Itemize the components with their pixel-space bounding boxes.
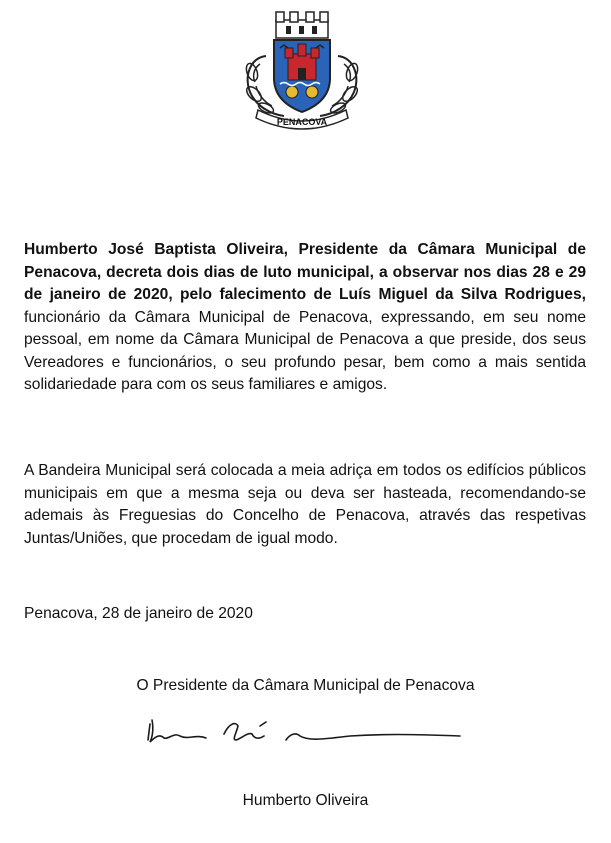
place-date: Penacova, 28 de janeiro de 2020	[24, 605, 253, 622]
crest-ribbon-label: PENACOVA	[276, 117, 328, 127]
decree-paragraph-2: A Bandeira Municipal será colocada a meia adriça em todos os edifícios públicos municipais em que a mesma seja ou deva ser hasteada, recomendando-se ademais às Freguesias do Concelho de Penacova, através das respetivas Juntas/Uniões, que procedam de igual modo.	[24, 462, 586, 547]
coat-of-arms-icon	[236, 6, 368, 132]
signer-name: Humberto Oliveira	[242, 792, 369, 809]
penacova-coat-of-arms	[236, 6, 368, 132]
decree-paragraph-1-bold: Humberto José Baptista Oliveira, Presidente da Câmara Municipal de Penacova, decreta dois dias de luto municipal, a observar nos dias 28 e 29 de janeiro de 2020, pelo falecimento de Luís Miguel da Silva Rodrigues,	[24, 241, 586, 303]
decree-paragraph-1	[24, 239, 586, 397]
decree-paragraph-1-rest: funcionário da Câmara Municipal de Penacova, expressando, em seu nome pessoal, em nome da Câmara Municipal de Penacova a que preside, dos seus Vereadores e funcionários, o seu profundo pesar, bem como a mais sentida solidariedade para com os seus familiares e amigos.	[24, 308, 586, 393]
handwritten-signature-icon	[140, 712, 470, 752]
signature	[140, 712, 470, 752]
signer-title: O Presidente da Câmara Municipal de Penacova	[136, 677, 475, 694]
